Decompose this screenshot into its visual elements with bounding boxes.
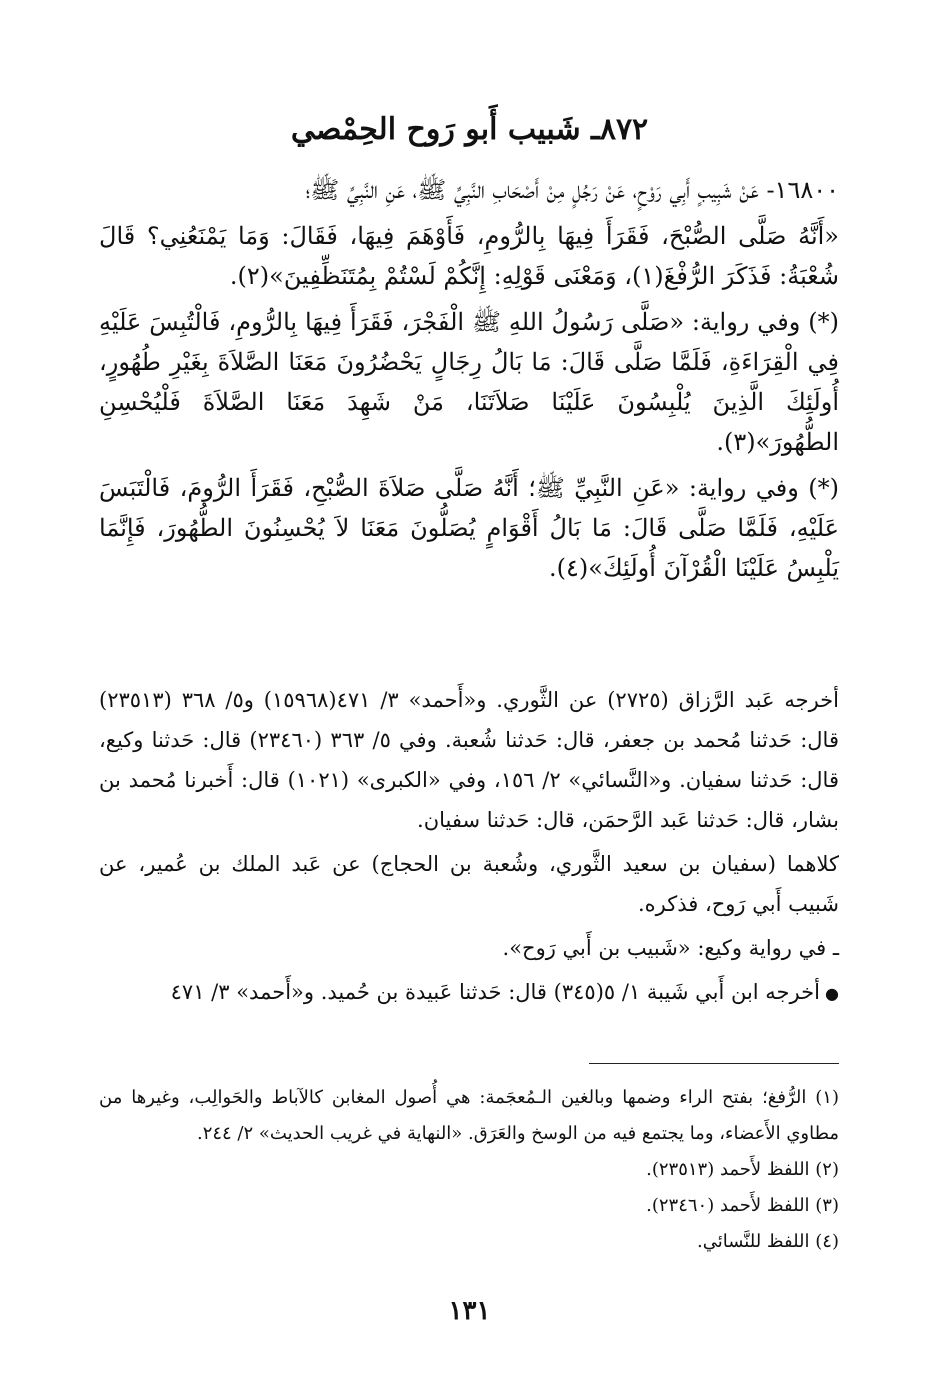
- takhrij-paragraph-1: أخرجه عَبد الرَّزاق (٢٧٢٥) عن الثَّوري. و«أَحمد» ٣/ ٤٧١(١٥٩٦٨) و٥/ ٣٦٨ (٢٣٥١٣) قال: حَدثنا مُحمد بن جعفر، قال: حَدثنا شُعبة. وفي ٥/ ٣٦٣ (٢٣٤٦٠) قال: حَدثنا وكيع، قال: حَدثنا سفيان. و«النَّسائي» ٢/ ١٥٦، وفي «الكبرى» (١٠٢١) قال: أَخبرنا مُحمد بن بشار، قال: حَدثنا عَبد الرَّحمَن، قال: حَدثنا سفيان.: [99, 688, 839, 832]
- takhrij-paragraph-3: ـ في رواية وكيع: «شَبيب بن أَبي رَوح».: [502, 936, 839, 960]
- hadith-intro: ١٦٨٠٠- عَنْ شَبِيبٍ أَبِي رَوْحٍ، عَنْ رَجُلٍ مِنْ أَصْحَابِ النَّبِيِّ ﷺ، عَنِ النَّبِيِّ ﷺ؛: [305, 176, 839, 204]
- chapter-title: ٨٧٢ـ شَبيب أَبو رَوح الحِمْصي: [290, 112, 649, 147]
- footnote-2: (٢) اللفظ لأَحمد (٢٣٥١٣).: [646, 1159, 839, 1180]
- footnote-4: (٤) اللفظ للنَّسائي.: [697, 1231, 839, 1252]
- hadith-body: [99, 170, 839, 594]
- footnotes: [99, 1080, 839, 1260]
- hadith-matn: «أَنَّهُ صَلَّى الصُّبْحَ، فَقَرَأَ فِيهَا بِالرُّومِ، فَأَوْهَمَ فِيهَا، فَقَالَ: وَمَا يَمْنَعُنِي؟ قَالَ شُعْبَةُ: فَذَكَرَ الرُّفْغَ(١)، وَمَعْنَى قَوْلِهِ: إِنَّكُمْ لَسْتُمْ بِمُتَنَظِّفِينَ»(٢).: [99, 222, 839, 290]
- footnote-1: (١) الرُّفغ؛ بفتح الراء وضمها وبالغين الـمُعجَمة: هي أُصول المغابن كالآباط والحَوالِب، وغيرها من مطاوي الأَعضاء، وما يجتمع فيه من الوسخ والعَرَق. «النهاية في غريب الحديث» ٢/ ٢٤٤.: [99, 1087, 839, 1144]
- takhrij-paragraph-4: ● أخرجه ابن أَبي شَيبة ١/ ٥(٣٤٥) قال: حَدثنا عَبيدة بن حُميد. و«أَحمد» ٣/ ٤٧١: [99, 972, 839, 1014]
- riwaya-2: (*) وفي رواية: «عَنِ النَّبِيِّ ﷺ؛ أَنَّهُ صَلَّى صَلاَةَ الصُّبْحِ، فَقَرَأَ الرُّومَ، فَالْتَبَسَ عَلَيْهِ، فَلَمَّا صَلَّى قَالَ: مَا بَالُ أَقْوَامٍ يُصَلُّونَ مَعَنَا لاَ يُحْسِنُونَ الطُّهُورَ، فَإِنَّمَا يَلْبِسُ عَلَيْنَا الْقُرْآنَ أُولَئِكَ»(٤).: [99, 474, 839, 582]
- takhrij-section: [99, 680, 839, 1018]
- footnote-3: (٣) اللفظ لأَحمد (٢٣٤٦٠).: [646, 1195, 839, 1216]
- takhrij-paragraph-2: كلاهما (سفيان بن سعيد الثَّوري، وشُعبة بن الحجاج) عن عَبد الملك بن عُمير، عن شَبيب أَبي رَوح، فذكره.: [99, 852, 839, 916]
- riwaya-1: (*) وفي رواية: «صَلَّى رَسُولُ اللهِ ﷺ الْفَجْرَ، فَقَرَأَ فِيهَا بِالرُّومِ، فَالْتُبِسَ عَلَيْهِ فِي الْقِرَاءَةِ، فَلَمَّا صَلَّى قَالَ: مَا بَالُ رِجَالٍ يَحْضُرُونَ مَعَنَا الصَّلاَةَ بِغَيْرِ طُهُورٍ، أُولَئِكَ الَّذِينَ يُلْبِسُونَ عَلَيْنَا صَلاَتَنَا، مَنْ شَهِدَ مَعَنَا الصَّلاَةَ فَلْيُحْسِنِ الطُّهُورَ»(٣).: [99, 308, 839, 456]
- footnote-separator: [589, 1063, 839, 1064]
- page-number: ١٣١: [448, 1296, 491, 1326]
